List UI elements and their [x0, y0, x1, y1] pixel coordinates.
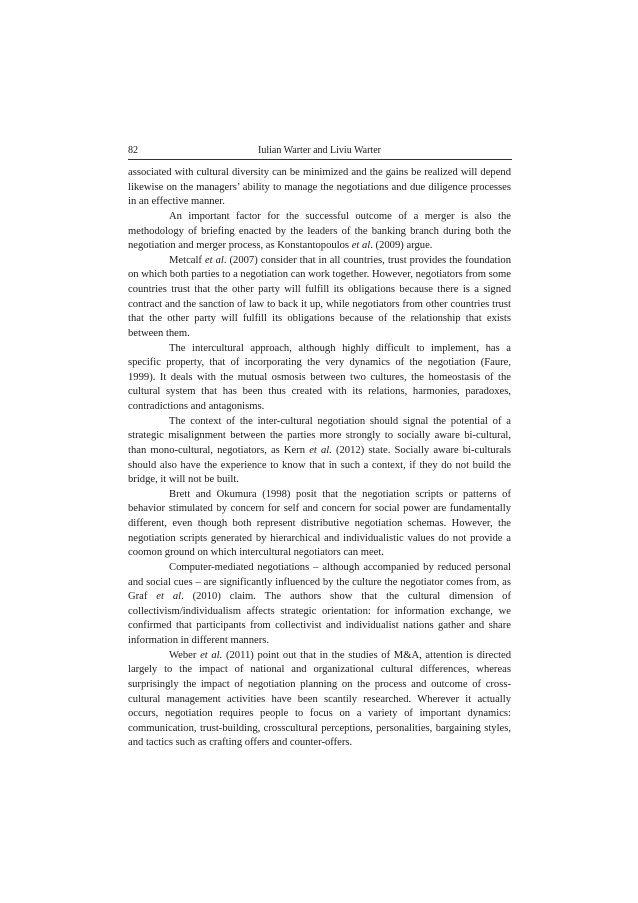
paragraph-4: The intercultural approach, although highly difficult to implement, has a specific property, that of incorporating the very dynamics of the negotiation (Faure, 1999). It deals with the mutual osmosis between two cultures, the homeostasis of the cultural system that has been thus created with its relations, harmonies, paradoxes, contradictions and antagonisms.: [128, 342, 511, 412]
paragraph-2: An important factor for the successful outcome of a merger is also the methodology of briefing enacted by the leaders of the banking branch during both the negotiation and merger process, as Konstantopoulos et al. (2009) argue.: [128, 210, 511, 252]
paragraph-5: The context of the inter-cultural negotiation should signal the potential of a strategic misalignment between the parties more strongly to socially aware bi-cultural, than mono-cultural, negotiators, as Kern et al. (2012) state. Socially aware bi-culturals should also have the experience to know that in such a context, if they do not build the bridge, it will not be built.: [128, 415, 511, 486]
paragraph-7: Computer-mediated negotiations – although accompanied by reduced personal and social cues – are significantly influenced by the culture the negotiator comes from, as Graf et al. (2010) claim. The authors show that the cultural dimension of collectivism/individualism affects strategic orientation: for information exchange, we confirmed that participants from collectivist and individualist nations gather and share information in different manners.: [128, 561, 511, 646]
paragraph-3: Metcalf et al. (2007) consider that in all countries, trust provides the foundation on which both parties to a negotiation can work together. However, negotiators from some countries trust that the other party will fulfill its obligations because there is a signed contract and the sanction of law to back it up, while negotiators from other countries trust that the other party will fulfill its obligations because of the relationship that exists between them.: [128, 254, 511, 339]
paragraph-6: Brett and Okumura (1998) posit that the negotiation scripts or patterns of behavior stimulated by concern for self and concern for social power are fundamentally different, even though both represent distributive negotiation schemas. However, the negotiation scripts generated by hierarchical and individualistic values do not provide a coomon ground on which intercultural negotiators can meet.: [128, 488, 511, 559]
running-head: Iulian Warter and Liviu Warter: [258, 145, 381, 156]
paragraph-8: Weber et al. (2011) point out that in the studies of M&A, attention is directed largely to the impact of national and organizational cultural differences, whereas surprisingly the impact of negotiation planning on the process and outcome of cross-cultural management activities have been scantily researched. Wherever it actually occurs, negotiation requires people to focus on a variety of important dynamics: communication, trust-building, crosscultural perceptions, personalities, bargaining styles, and tactics such as crafting offers and counter-offers.: [128, 649, 512, 749]
paragraph-1: associated with cultural diversity can be minimized and the gains be realized will depend likewise on the managers’ ability to manage the negotiations and due diligence processes in an effective manner.: [128, 167, 511, 208]
body-text: [128, 166, 511, 751]
header-rule: [128, 159, 512, 160]
page-number: 82: [128, 145, 138, 156]
